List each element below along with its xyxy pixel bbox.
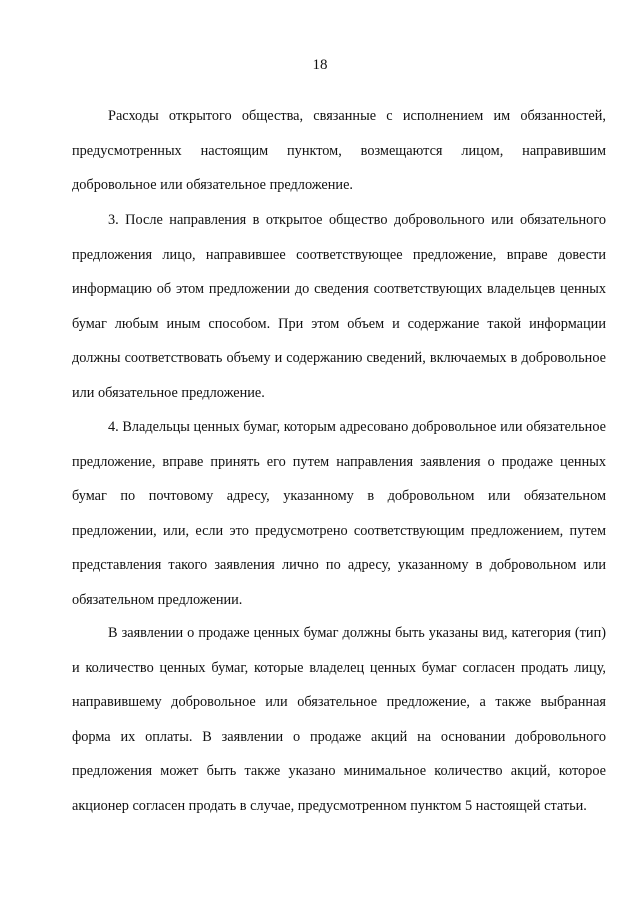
page-number: 18 <box>312 57 328 73</box>
paragraph-clause-3: 3. После направления в открытое общество добровольного или обязательного предложения лицо, направившее соответствующее предложение, вправе довести информацию об этом предложении до сведения соответствующих владельцев ценных бумаг любым иным способом. При этом объем и содержание такой информации должны соответствовать объему и содержанию сведений, включаемых в добровольное или обязательное предложение. <box>72 212 606 401</box>
paragraph-expenses: Расходы открытого общества, связанные с исполнением им обязанностей, предусмотренных настоящим пунктом, возмещаются лицом, направившим добровольное или обязательное предложение. <box>72 108 606 194</box>
paragraph-clause-4: 4. Владельцы ценных бумаг, которым адресовано добровольное или обязательное предложение, вправе принять его путем направления заявления о продаже ценных бумаг по почтовому адресу, указанному в добровольном или обязательном предложении, или, если это предусмотрено соответствующим предложением, путем представления такого заявления лично по адресу, указанному в добровольном или обязательном предложении. <box>72 419 606 608</box>
paragraph-application-contents: В заявлении о продаже ценных бумаг должны быть указаны вид, категория (тип) и количество ценных бумаг, которые владелец ценных бумаг согласен продать лицу, направившему добровольное или обязательное предложение, а также выбранная форма их оплаты. В заявлении о продаже акций на основании добровольного предложения может быть также указано минимальное количество акций, которое акционер согласен продать в случае, предусмотренном пунктом 5 настоящей статьи. <box>72 625 606 814</box>
